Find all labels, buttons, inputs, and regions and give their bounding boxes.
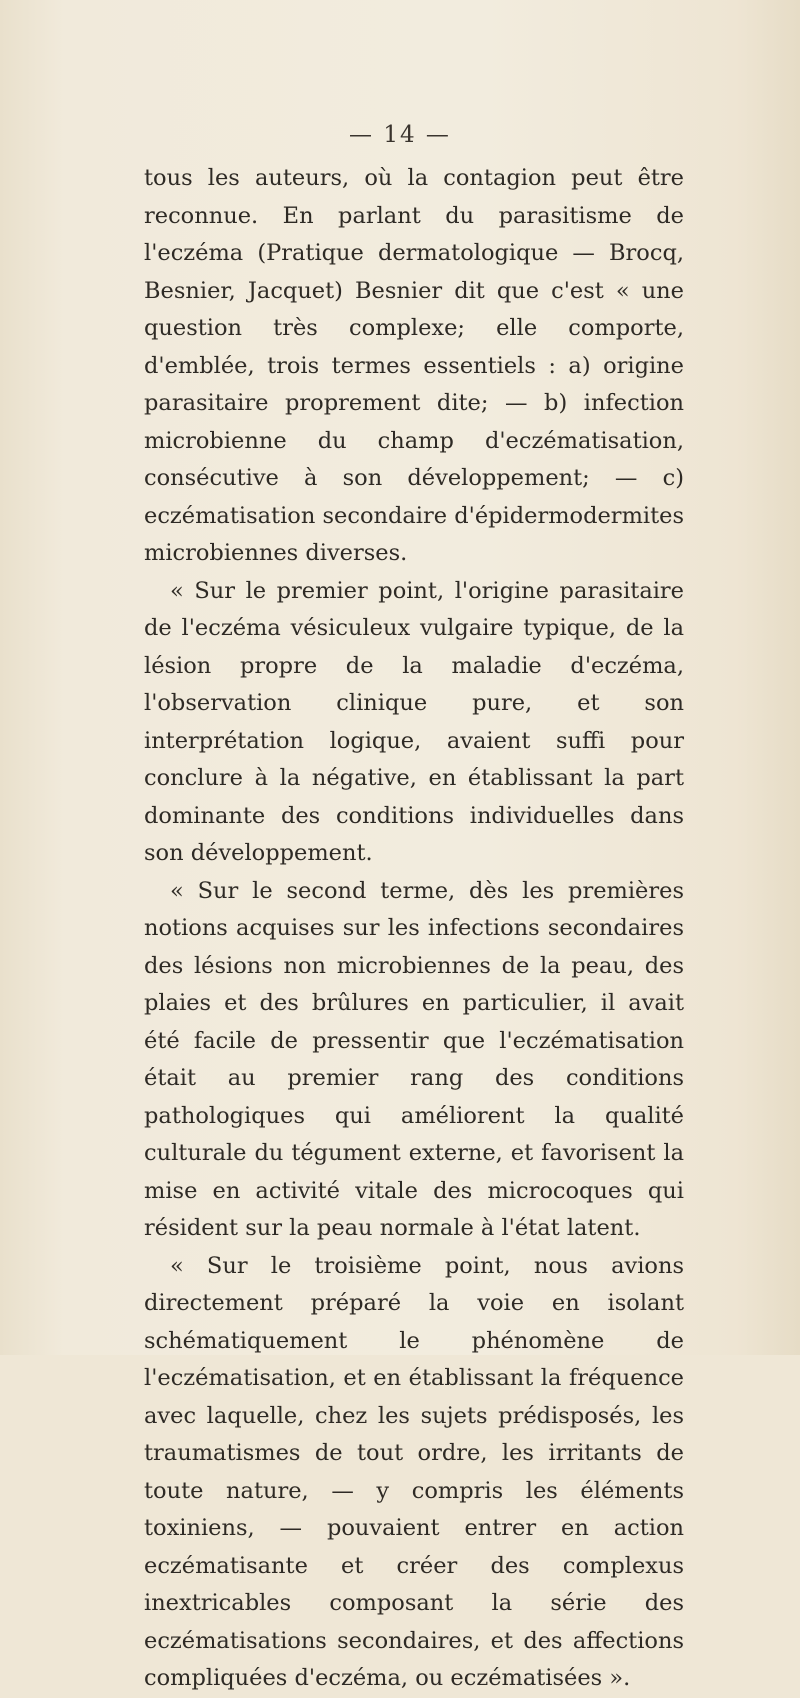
paragraph-3: « Sur le second terme, dès les premières notions acquises sur les infections secondaires des lésions non microbiennes de la peau, des plaies et des brûlures en particulier, il avait été facile de pressentir que l'eczématisation était au premier rang des conditions pathologiques qui améliorent la qualité culturale du tégument externe, et favorisent la mise en activité vitale des microcoques qui résident sur la peau normale à l'état latent. [144, 877, 684, 1241]
paragraph-2: « Sur le premier point, l'origine parasitaire de l'eczéma vésiculeux vulgaire typique, de la lésion propre de la maladie d'eczéma, l'observation clinique pure, et son interprétation logique, avaient suffi pour conclure à la négative, en établissant la part dominante des conditions individuelles dans son développement. [144, 577, 684, 866]
body-text [144, 160, 684, 1698]
page-number: — 14 — [349, 122, 451, 148]
paragraph-4: « Sur le troisième point, nous avions directement préparé la voie en isolant schématiquement le phénomène de l'eczématisation, et en établissant la fréquence avec laquelle, chez les sujets prédisposés, les traumatismes de tout ordre, les irritants de toute nature, — y compris les éléments toxiniens, — pouvaient entrer en action eczématisante et créer des complexus inextricables composant la série des eczématisations secondaires, et des affections compliquées d'eczéma, ou eczématisées ». [144, 1252, 684, 1691]
paragraph-1: tous les auteurs, où la contagion peut être reconnue. En parlant du parasitisme de l'eczéma (Pratique dermatologique — Brocq, Besnier, Jacquet) Besnier dit que c'est « une question très complexe; elle comporte, d'emblée, trois termes essentiels : a) origine parasitaire proprement dite; — b) infection microbienne du champ d'eczématisation, consécutive à son développement; — c) eczématisation secondaire d'épidermodermites microbiennes diverses. [144, 165, 684, 566]
